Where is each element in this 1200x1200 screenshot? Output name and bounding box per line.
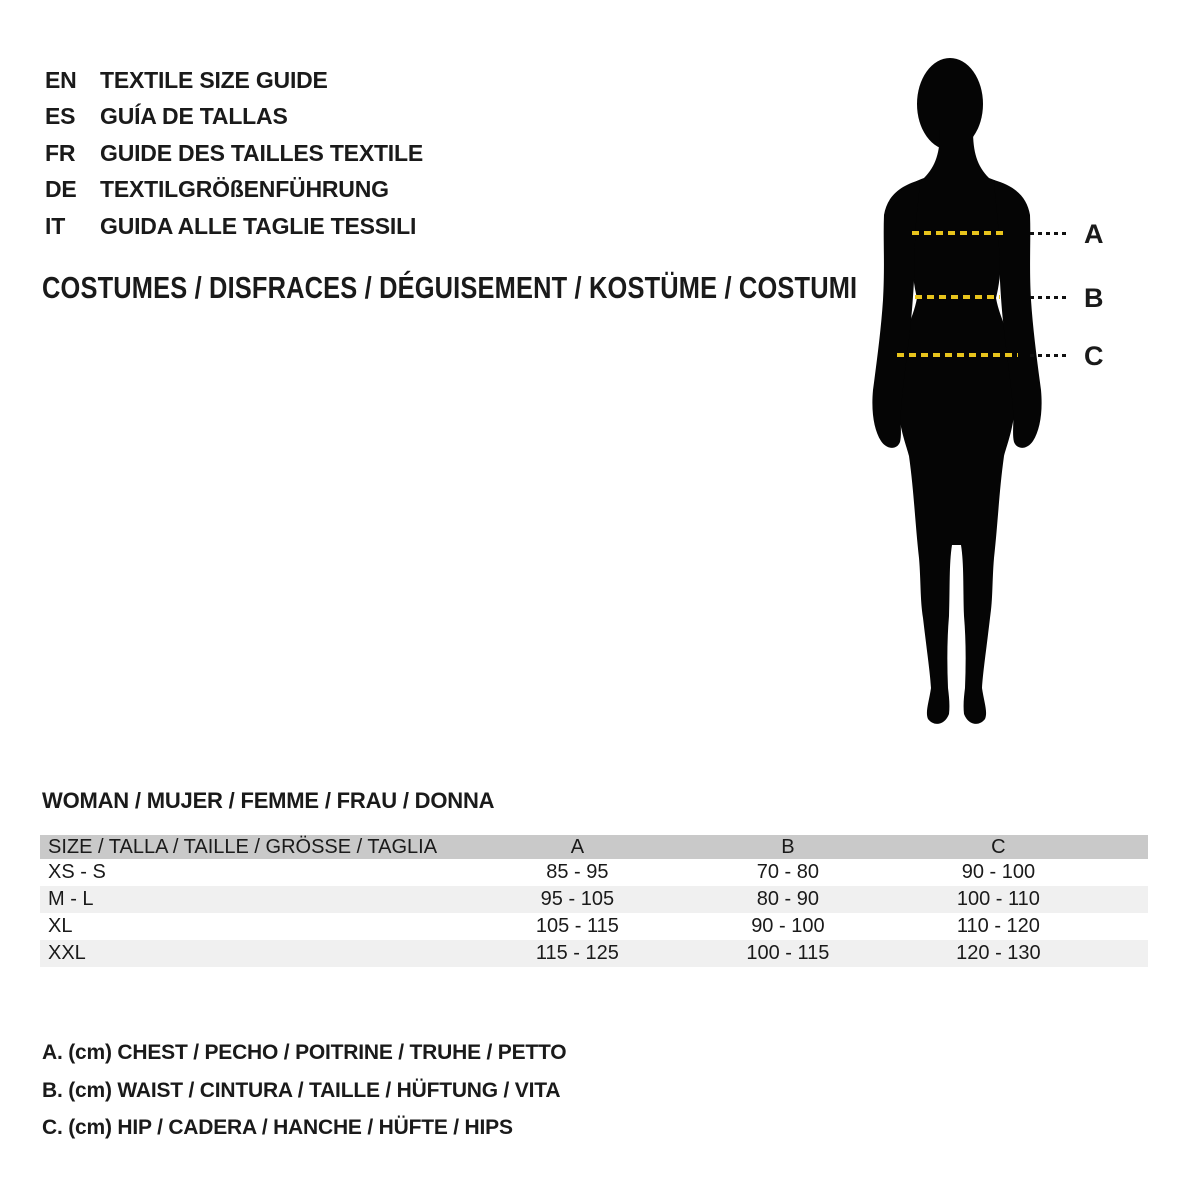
header-col-c: C bbox=[991, 835, 1006, 858]
legend-item-c: C. (cm) HIP / CADERA / HANCHE / HÜFTE / HIPS bbox=[42, 1116, 513, 1139]
waist-measure-line bbox=[915, 295, 1000, 299]
language-code: DE bbox=[45, 176, 77, 203]
size-table-row bbox=[40, 913, 1148, 940]
marker-label-b: B bbox=[1084, 283, 1104, 313]
language-code: EN bbox=[45, 66, 77, 93]
category-title: COSTUMES / DISFRACES / DÉGUISEMENT / KOSTÜME / COSTUMI bbox=[42, 270, 858, 305]
hip-leader-line bbox=[1030, 354, 1070, 357]
size-table-row bbox=[40, 859, 1148, 886]
waist-leader-line bbox=[1030, 296, 1070, 299]
size-table-row bbox=[40, 886, 1148, 913]
size-cell: XS - S bbox=[48, 861, 106, 883]
chest-range-cell: 115 - 125 bbox=[535, 942, 619, 964]
language-code: ES bbox=[45, 103, 76, 130]
hip-range-cell: 120 - 130 bbox=[956, 942, 1041, 964]
size-cell: XXL bbox=[48, 942, 86, 964]
chest-range-cell: 85 - 95 bbox=[546, 861, 609, 883]
size-table-row bbox=[40, 940, 1148, 967]
language-label: GUÍA DE TALLAS bbox=[100, 103, 288, 130]
header-size-label: SIZE / TALLA / TAILLE / GRÖSSE / TAGLIA bbox=[48, 835, 438, 858]
header-col-b: B bbox=[781, 835, 795, 858]
marker-label-a: A bbox=[1084, 219, 1104, 249]
language-label: GUIDE DES TAILLES TEXTILE bbox=[100, 139, 423, 166]
size-cell: M - L bbox=[48, 888, 94, 910]
language-code: FR bbox=[45, 139, 76, 166]
measurement-legend bbox=[42, 1041, 566, 1154]
hip-range-cell: 90 - 100 bbox=[961, 861, 1036, 883]
hip-range-cell: 100 - 110 bbox=[956, 888, 1040, 910]
hip-range-cell: 110 - 120 bbox=[956, 915, 1040, 937]
waist-range-cell: 80 - 90 bbox=[756, 888, 820, 910]
waist-range-cell: 70 - 80 bbox=[756, 861, 820, 883]
size-table-title: WOMAN / MUJER / FEMME / FRAU / DONNA bbox=[42, 788, 495, 813]
language-label: GUIDA ALLE TAGLIE TESSILI bbox=[100, 212, 417, 239]
chest-measure-line bbox=[912, 231, 1008, 235]
language-code: IT bbox=[45, 212, 66, 239]
woman-silhouette-icon bbox=[855, 40, 1065, 740]
hip-measure-line bbox=[897, 353, 1018, 357]
chest-leader-line bbox=[1030, 232, 1070, 235]
header-col-a: A bbox=[570, 835, 585, 858]
legend-item-b: B. (cm) WAIST / CINTURA / TAILLE / HÜFTUNG / VITA bbox=[42, 1078, 561, 1102]
waist-range-cell: 100 - 115 bbox=[746, 942, 830, 964]
size-table bbox=[40, 835, 1148, 967]
language-label: TEXTILE SIZE GUIDE bbox=[100, 66, 328, 93]
language-label: TEXTILGRÖßENFÜHRUNG bbox=[100, 176, 389, 203]
chest-range-cell: 95 - 105 bbox=[540, 888, 615, 910]
chest-range-cell: 105 - 115 bbox=[535, 915, 619, 937]
size-table-header bbox=[40, 835, 1148, 859]
waist-range-cell: 90 - 100 bbox=[751, 915, 825, 937]
marker-label-c: C bbox=[1084, 341, 1104, 371]
size-cell: XL bbox=[48, 915, 73, 937]
legend-item-a: A. (cm) CHEST / PECHO / POITRINE / TRUHE / PETTO bbox=[42, 1041, 567, 1064]
